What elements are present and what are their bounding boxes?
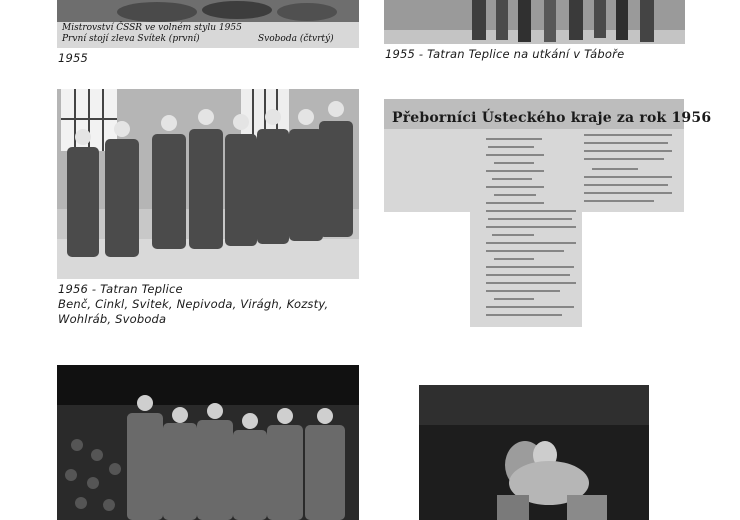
photo-team-ceremony — [57, 365, 359, 520]
caption-1955-tabor: 1955 - Tatran Teplice na utkání v Táboře — [385, 47, 625, 61]
caption-1956-team: 1956 - Tatran Teplice Benč, Cinkl, Svitek, Nepivoda, Virágh, Kozsty, Wohlráb, Svoboda — [58, 282, 329, 326]
caption-1955: 1955 — [58, 51, 89, 65]
photo-1955-tabor — [384, 0, 685, 44]
newspaper-clipping — [384, 99, 684, 327]
photo-overlay-line3: Svoboda (čtvrtý) — [258, 34, 334, 44]
photo-overlay-line2: První stojí zleva Svítek (první) — [62, 34, 200, 44]
photo-overlay-line1: Mistrovství ČSSR ve volném stylu 1955 — [62, 23, 242, 33]
photo-1956-team — [57, 89, 359, 279]
clipping-title: Přeborníci Ústeckého kraje za rok 1956 — [392, 110, 712, 126]
photo-wrestling-match — [419, 385, 649, 520]
